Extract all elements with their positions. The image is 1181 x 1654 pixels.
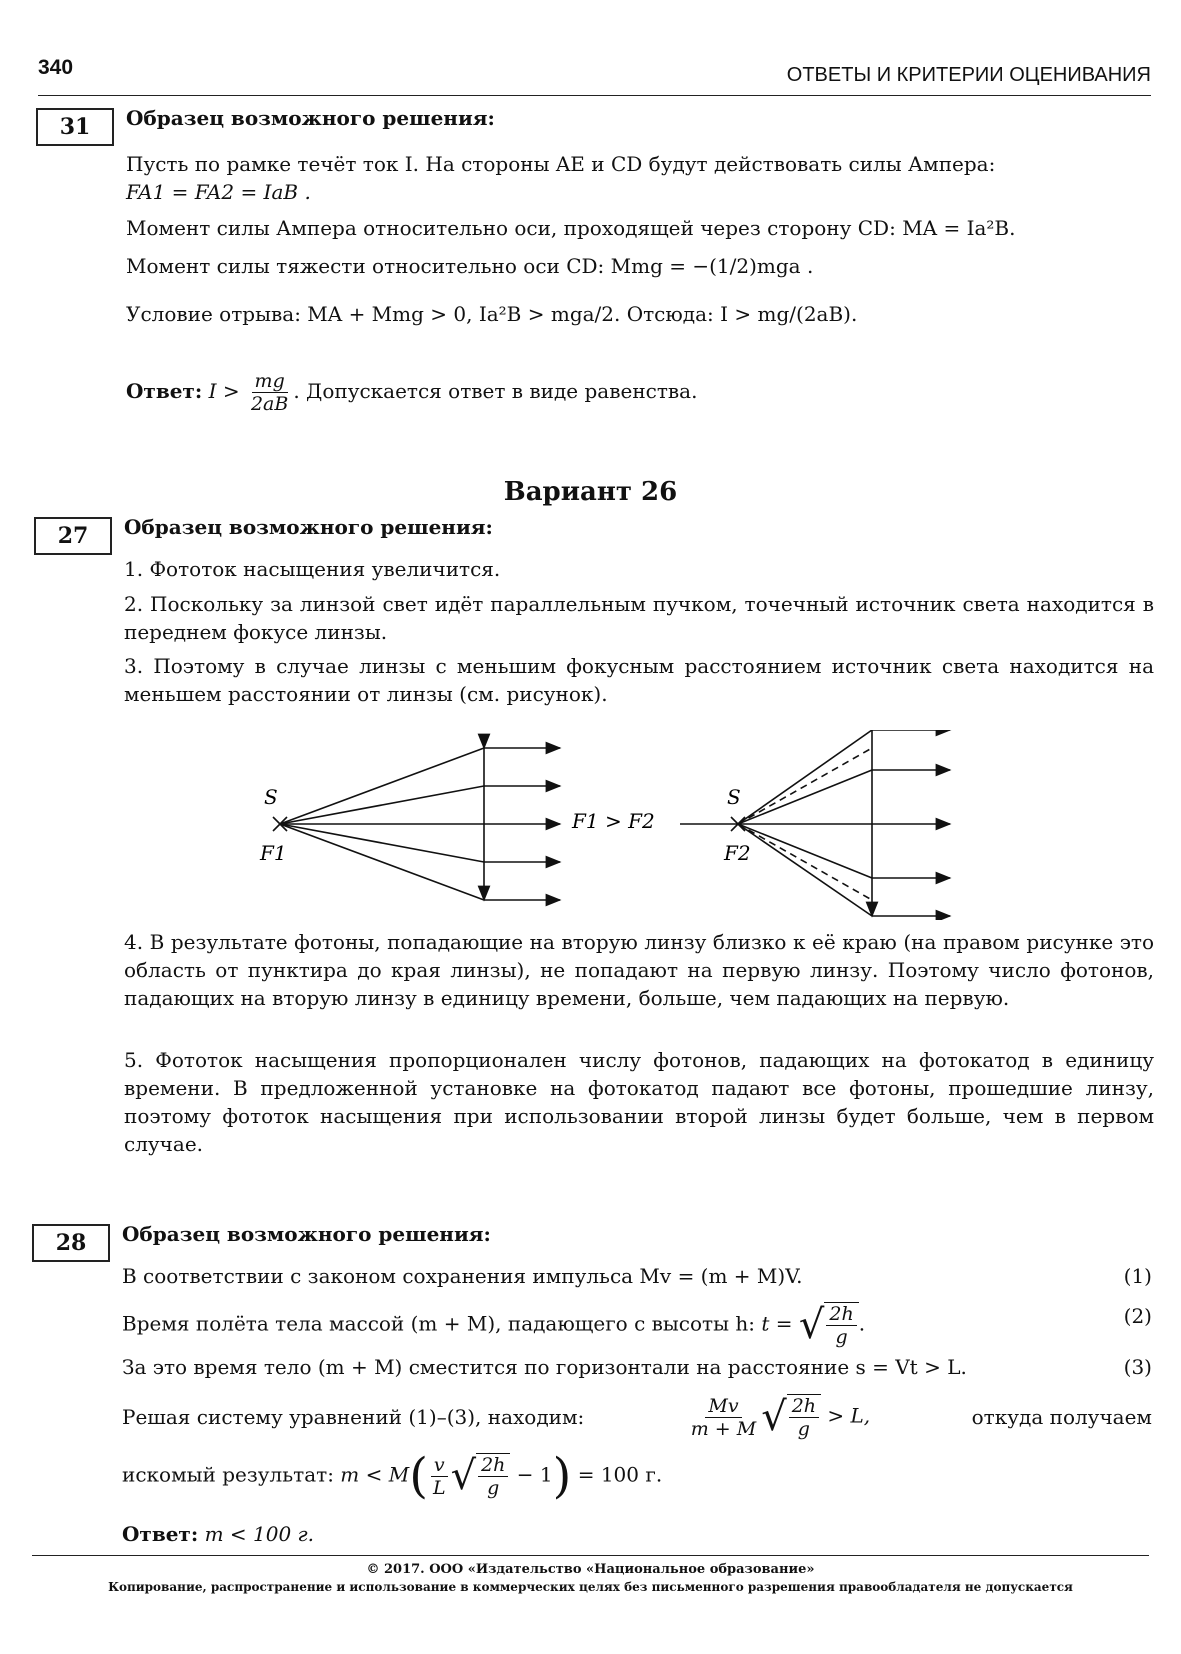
task-27-number: 27 [34, 517, 112, 555]
task-27-title: Образец возможного решения: [124, 515, 493, 539]
footer-rule [32, 1555, 1149, 1556]
task-31-line1 [126, 150, 1156, 178]
task-28-line5: искомый результат: m < M( $\frac{v}{L}$ √ $\frac{2h}{g}$ − 1) = 100 г. [122, 1448, 663, 1504]
task-31-text-1: Пусть по рамке течёт ток I. На стороны AE и CD будут действовать силы Ампера: [126, 152, 996, 176]
focal-relation-label: F1 > F2 [572, 809, 655, 833]
task-31-text-5: Условие отрыва: MA + Mmg > 0, Ia²B > mga/2. Отсюда: I > mg/(2aB). [126, 302, 858, 326]
task-31-line3 [126, 214, 1156, 242]
task-31-text-3: Момент силы Ампера относительно оси, проходящей через сторону CD: MA = Ia²B. [126, 216, 1016, 240]
task-31-formula-force: FA1 = FA2 = IaB . [126, 180, 311, 204]
task-31-answer-label: Ответ: [126, 379, 203, 403]
task-28-text-4a: Решая систему уравнений (1)–(3), находим: [122, 1405, 585, 1429]
task-28-number: 28 [32, 1224, 110, 1262]
task-28-answer-text: m < 100 г. [204, 1522, 315, 1546]
task-27-p4: 4. В результате фотоны, попадающие на вторую линзу близко к её краю (на правом рисунке это область от пунктира до края линзы), не попадают на первую линзу. Поэтому число фотонов, падающих на вторую линзу в единицу времени, больше, чем падающих на первую. [124, 930, 1154, 1010]
task-28-text-5a: искомый результат: [122, 1462, 334, 1487]
right-figure [680, 730, 950, 916]
task-28-text-1: В соответствии с законом сохранения импульса Mv = (m + M)V. [122, 1264, 803, 1288]
task-31-title: Образец возможного решения: [126, 106, 495, 130]
page-number: 340 [38, 56, 74, 79]
task-28-answer [122, 1520, 314, 1548]
lens-diagram [240, 730, 1010, 920]
right-focus-label: F2 [724, 841, 751, 865]
eq-number-1: (1) [1123, 1264, 1152, 1288]
task-27-p3: 3. Поэтому в случае линзы с меньшим фокусным расстоянием источник света находится на меньшем расстоянии от линзы (см. рисунок). [124, 654, 1154, 706]
task-27-p5: 5. Фототок насыщения пропорционален числу фотонов, падающих на фотокатод в единицу времени. В предложенной установке на фотокатод падают все фотоны, прошедшие линзу, поэтому фототок насыщения при использовании второй линзы будет больше, чем в первом случае. [124, 1048, 1154, 1156]
task-28-line2: Время полёта тела массой (m + M), падающего с высоты h: t = √ $\frac{2h}{g}$ . (2) [122, 1302, 1152, 1348]
eq-number-3: (3) [1123, 1355, 1152, 1379]
left-source-label: S [264, 785, 278, 809]
task-31-number: 31 [36, 108, 114, 146]
task-28-line3 [122, 1353, 1152, 1381]
task-28-line4: Решая систему уравнений (1)–(3), находим: $\frac{Mv}{m + M}$ √ $\frac{2h}{g}$ > L, откуда получаем [122, 1394, 1152, 1440]
task-31-line4 [126, 252, 813, 280]
task-28-text-4b: откуда получаем [971, 1405, 1152, 1429]
footer-notice: Копирование, распространение и использование в коммерческих целях без письменного разрешения правообладателя не допускается [108, 1580, 1073, 1594]
left-focus-label: F1 [260, 841, 287, 865]
task-31-text-4: Момент силы тяжести относительно оси CD: Mmg = −(1/2)mga . [126, 254, 814, 278]
task-28-text-3: За это время тело (m + M) сместится по горизонтали на расстояние s = Vt > L. [122, 1355, 967, 1379]
left-figure [273, 748, 560, 900]
task-27-p2: 2. Поскольку за линзой свет идёт параллельным пучком, точечный источник света находится в переднем фокусе линзы. [124, 592, 1154, 644]
task-28-text-2: Время полёта тела массой (m + M), падающего с высоты h: [122, 1311, 756, 1336]
eq-number-2: (2) [1123, 1304, 1152, 1328]
running-title: ОТВЕТЫ И КРИТЕРИИ ОЦЕНИВАНИЯ [786, 64, 1151, 86]
variant-title: Вариант 26 [503, 477, 678, 507]
task-31-answer-text: . Допускается ответ в виде равенства. [293, 379, 698, 403]
task-31-line2 [126, 178, 311, 206]
right-source-label: S [727, 785, 741, 809]
task-31-answer: Ответ: I > $\frac{mg}{2aB}$ . Допускается ответ в виде равенства. [126, 370, 698, 415]
task-28-title: Образец возможного решения: [122, 1222, 491, 1246]
task-31-line5 [126, 300, 857, 328]
footer-copyright: © 2017. ООО «Издательство «Национальное образование» [366, 1562, 815, 1577]
task-28-answer-label: Ответ: [122, 1522, 199, 1546]
task-27-p1: 1. Фототок насыщения увеличится. [124, 557, 501, 581]
header-rule [38, 95, 1151, 96]
task-28-result: = 100 г. [577, 1462, 663, 1487]
task-28-line1 [122, 1262, 1152, 1290]
